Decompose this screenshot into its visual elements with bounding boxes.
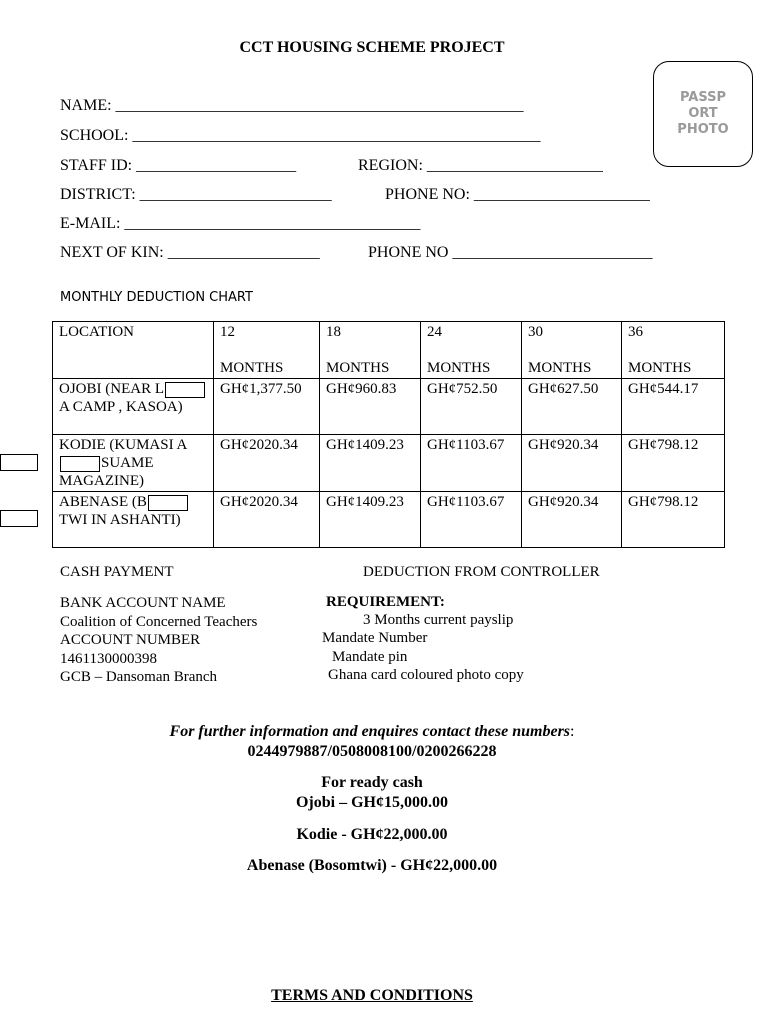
ready-cash-ojobi: Ojobi – GH¢15,000.00 bbox=[295, 794, 448, 811]
requirement-item: Mandate pin bbox=[332, 649, 408, 665]
requirement-heading: REQUIREMENT: bbox=[326, 594, 445, 610]
table-header-row bbox=[53, 322, 725, 379]
terms-heading: TERMS AND CONDITIONS bbox=[271, 987, 473, 1004]
requirement-item: Ghana card coloured photo copy bbox=[328, 667, 524, 683]
value-cell: GH¢1409.23 bbox=[320, 492, 421, 548]
value-cell: GH¢798.12 bbox=[622, 435, 725, 492]
value-cell: GH¢1103.67 bbox=[421, 435, 522, 492]
contact-line: For further information and enquires contact these numbers: bbox=[169, 723, 575, 740]
requirement-item: Mandate Number bbox=[322, 630, 428, 646]
passport-photo-label: PASSP ORT PHOTO bbox=[677, 90, 729, 137]
name-field: NAME: ___________________________________________________ bbox=[60, 97, 524, 114]
bank-details bbox=[60, 594, 257, 687]
months-header: 36 MONTHS bbox=[622, 322, 725, 379]
value-cell: GH¢1,377.50 bbox=[214, 379, 320, 435]
document-title: CCT HOUSING SCHEME PROJECT bbox=[239, 39, 505, 56]
district-field: DISTRICT: ________________________ bbox=[60, 186, 332, 203]
redaction-box bbox=[165, 382, 205, 398]
email-field: E-MAIL: _____________________________________ bbox=[60, 215, 421, 232]
table-row bbox=[53, 379, 725, 435]
value-cell: GH¢1103.67 bbox=[421, 492, 522, 548]
staff-id-field: STAFF ID: ____________________ bbox=[60, 157, 297, 174]
value-cell: GH¢920.34 bbox=[522, 435, 622, 492]
cash-payment-heading: CASH PAYMENT bbox=[60, 564, 174, 580]
value-cell: GH¢627.50 bbox=[522, 379, 622, 435]
margin-redaction-box bbox=[0, 510, 38, 527]
value-cell: GH¢920.34 bbox=[522, 492, 622, 548]
region-field: REGION: ______________________ bbox=[358, 157, 603, 174]
value-cell: GH¢544.17 bbox=[622, 379, 725, 435]
controller-heading: DEDUCTION FROM CONTROLLER bbox=[363, 564, 600, 580]
bank-line: BANK ACCOUNT NAME bbox=[60, 595, 226, 611]
bank-line: Coalition of Concerned Teachers bbox=[60, 613, 258, 630]
deduction-table bbox=[52, 321, 725, 548]
ready-cash-kodie: Kodie - GH¢22,000.00 bbox=[296, 826, 448, 843]
months-header: 12 MONTHS bbox=[214, 322, 320, 379]
ready-cash-abenase: Abenase (Bosomtwi) - GH¢22,000.00 bbox=[246, 857, 498, 874]
redaction-box bbox=[60, 456, 100, 472]
next-of-kin-field: NEXT OF KIN: ___________________ bbox=[60, 244, 320, 261]
value-cell: GH¢798.12 bbox=[622, 492, 725, 548]
ready-cash-heading: For ready cash bbox=[321, 774, 423, 791]
kin-phone-field: PHONE NO _________________________ bbox=[368, 244, 653, 261]
table-row bbox=[53, 492, 725, 548]
value-cell: GH¢2020.34 bbox=[214, 435, 320, 492]
bank-line: GCB – Dansoman Branch bbox=[60, 669, 218, 685]
location-cell: ABENASE (BTWI IN ASHANTI) bbox=[53, 492, 214, 548]
redaction-box bbox=[148, 495, 188, 511]
value-cell: GH¢752.50 bbox=[421, 379, 522, 435]
location-header: LOCATION bbox=[53, 322, 214, 379]
months-header: 30 MONTHS bbox=[522, 322, 622, 379]
passport-photo-box bbox=[653, 61, 753, 167]
table-row bbox=[53, 435, 725, 492]
school-field: SCHOOL: ___________________________________________________ bbox=[60, 127, 541, 144]
phone-field: PHONE NO: ______________________ bbox=[385, 186, 650, 203]
margin-redaction-box bbox=[0, 454, 38, 471]
requirement-item: 3 Months current payslip bbox=[363, 612, 514, 628]
bank-line: 1461130000398 bbox=[60, 650, 157, 667]
location-cell: KODIE (KUMASI ASUAME MAGAZINE) bbox=[53, 435, 214, 492]
months-header: 18 MONTHS bbox=[320, 322, 421, 379]
value-cell: GH¢1409.23 bbox=[320, 435, 421, 492]
deduction-chart-title: MONTHLY DEDUCTION CHART bbox=[60, 290, 253, 305]
bank-line: ACCOUNT NUMBER bbox=[60, 632, 201, 648]
value-cell: GH¢960.83 bbox=[320, 379, 421, 435]
value-cell: GH¢2020.34 bbox=[214, 492, 320, 548]
location-cell: OJOBI (NEAR LA CAMP , KASOA) bbox=[53, 379, 214, 435]
months-header: 24 MONTHS bbox=[421, 322, 522, 379]
contact-numbers: 0244979887/0508008100/0200266228 bbox=[247, 743, 497, 760]
